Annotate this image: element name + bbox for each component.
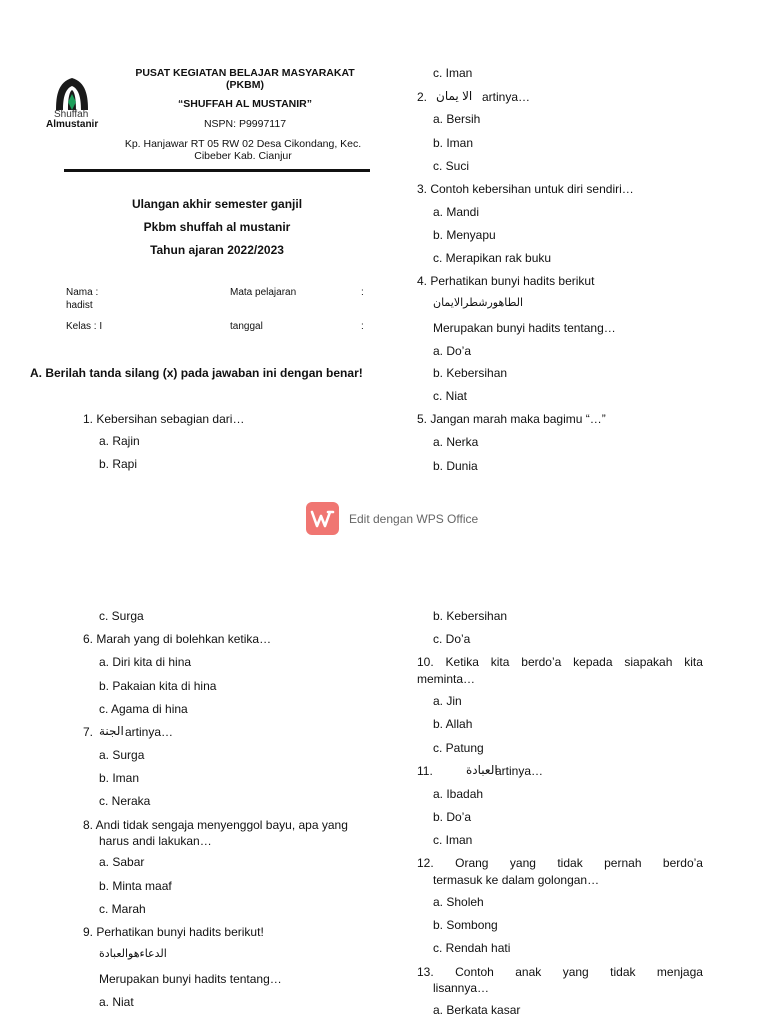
- q11-text: artinya…: [495, 764, 544, 778]
- q8-option-a: a. Sabar: [99, 855, 145, 869]
- q8-option-b: b. Minta maaf: [99, 879, 172, 893]
- q12-option-a: a. Sholeh: [433, 895, 484, 909]
- q7-arabic: الجنة: [99, 724, 124, 738]
- mapel-colon: :: [361, 287, 364, 298]
- q9-option-b: b. Kebersihan: [433, 609, 508, 623]
- q12-word: tidak: [557, 856, 583, 870]
- q13-word: menjaga: [656, 965, 703, 979]
- header-line1: PUSAT KEGIATAN BELAJAR MASYARAKAT: [135, 67, 355, 79]
- q4-option-c: c. Niat: [433, 389, 468, 403]
- q7-option-a: a. Surga: [99, 748, 145, 762]
- q11-number: 11.: [417, 764, 433, 778]
- q12-option-c: c. Rendah hati: [433, 941, 511, 955]
- header-line4: NSPN: P9997117: [203, 118, 287, 130]
- tanggal-label: tanggal: [230, 321, 263, 332]
- header-line3: “SHUFFAH AL MUSTANIR”: [178, 98, 312, 110]
- q10-line1: [417, 655, 703, 669]
- mapel-label: Mata pelajaran: [230, 287, 297, 298]
- q12-word: 12.: [417, 856, 434, 870]
- q2-option-b: b. Iman: [433, 136, 474, 150]
- q3-option-b: b. Menyapu: [433, 228, 496, 242]
- q6-option-b: b. Pakaian kita di hina: [99, 679, 217, 693]
- q1-option-b: b. Rapi: [99, 457, 138, 471]
- q10-word: kita: [684, 655, 703, 669]
- q12-line2: termasuk ke dalam golongan…: [433, 873, 600, 887]
- q9-option-a: a. Niat: [99, 995, 134, 1009]
- exam-title-3: Tahun ajaran 2022/2023: [150, 243, 284, 257]
- q9-option-c: c. Do’a: [433, 632, 471, 646]
- q5-option-b: b. Dunia: [433, 459, 478, 473]
- q4: 4. Perhatikan bunyi hadits berikut: [417, 274, 595, 288]
- q10-word: kita: [490, 655, 510, 669]
- q10-line2: meminta…: [417, 672, 476, 686]
- q13-word: Contoh: [455, 965, 494, 979]
- q9: 9. Perhatikan bunyi hadits berikut!: [83, 925, 264, 939]
- logo-text-top: Shuffah: [54, 109, 89, 120]
- q3-option-a: a. Mandi: [433, 205, 480, 219]
- q12-word: berdo’a: [662, 856, 703, 870]
- q8-option-c: c. Marah: [99, 902, 146, 916]
- q4-subtext: Merupakan bunyi hadits tentang…: [433, 321, 616, 335]
- instruction: A. Berilah tanda silang (x) pada jawaban ini dengan benar!: [30, 366, 363, 380]
- wps-edit-banner[interactable]: [306, 502, 478, 535]
- hadist-label: hadist: [66, 300, 93, 311]
- q11-option-b: b. Do’a: [433, 810, 472, 824]
- q13-option-a: a. Berkata kasar: [433, 1003, 521, 1017]
- exam-title-1: Ulangan akhir semester ganjil: [131, 197, 303, 211]
- q10-word: 10.: [417, 655, 434, 669]
- q2-option-a: a. Bersih: [433, 112, 481, 126]
- q1-option-a: a. Rajin: [99, 434, 140, 448]
- q10-word: kepada: [573, 655, 613, 669]
- q2-arabic: الا يمان: [436, 89, 473, 103]
- q4-option-b: b. Kebersihan: [433, 366, 508, 380]
- q7-option-c: c. Neraka: [99, 794, 151, 808]
- q5: 5. Jangan marah maka bagimu “…”: [417, 412, 606, 426]
- nama-label: Nama :: [66, 287, 99, 298]
- q4-arabic: الطاهورشطرالايمان: [433, 297, 524, 309]
- header-line6: Cibeber Kab. Cianjur: [194, 150, 292, 162]
- q12-word: pernah: [604, 856, 642, 870]
- q10-word: siapakah: [624, 655, 673, 669]
- q2-text: artinya…: [482, 90, 531, 104]
- q5-option-a: a. Nerka: [433, 435, 479, 449]
- q4-option-a: a. Do’a: [433, 344, 472, 358]
- q13-line2: lisannya…: [433, 981, 490, 995]
- q11-arabic: العبادة: [466, 763, 498, 777]
- header-divider: [64, 169, 370, 172]
- q10-option-a: a. Jin: [433, 694, 462, 708]
- q2-option-c: c. Suci: [433, 159, 470, 173]
- q12-line1: [417, 856, 703, 870]
- q7-number: 7.: [83, 725, 94, 739]
- q13-line1: [417, 965, 703, 979]
- wps-logo-icon: [306, 502, 339, 535]
- q3-option-c: c. Merapikan rak buku: [433, 251, 552, 265]
- header-line5: Kp. Hanjawar RT 05 RW 02 Desa Cikondang, Kec.: [124, 138, 362, 150]
- q12-option-b: b. Sombong: [433, 918, 498, 932]
- q10-word: berdo’a: [521, 655, 562, 669]
- q7-text: artinya…: [125, 725, 174, 739]
- mosque-arch-icon: [44, 76, 100, 112]
- q5-option-c: c. Surga: [99, 609, 144, 623]
- q1: 1. Kebersihan sebagian dari…: [83, 412, 245, 426]
- q3: 3. Contoh kebersihan untuk diri sendiri…: [417, 182, 634, 196]
- q13-word: tidak: [610, 965, 636, 979]
- q13-word: yang: [562, 965, 589, 979]
- q11-option-a: a. Ibadah: [433, 787, 484, 801]
- q8-line2: harus andi lakukan…: [99, 834, 212, 848]
- q12-word: Orang: [455, 856, 489, 870]
- logo-text-bottom: Almustanir: [46, 119, 99, 130]
- q10-word: Ketika: [445, 655, 479, 669]
- q13-word: 13.: [417, 965, 434, 979]
- q10-option-c: c. Patung: [433, 741, 484, 755]
- tanggal-colon: :: [361, 321, 364, 332]
- q13-word: anak: [515, 965, 542, 979]
- q7-option-b: b. Iman: [99, 771, 140, 785]
- kelas-label: Kelas : I: [66, 321, 103, 332]
- q9-subtext: Merupakan bunyi hadits tentang…: [99, 972, 282, 986]
- q6-option-a: a. Diri kita di hina: [99, 655, 192, 669]
- q6: 6. Marah yang di bolehkan ketika…: [83, 632, 272, 646]
- q12-word: yang: [509, 856, 536, 870]
- exam-title-2: Pkbm shuffah al mustanir: [143, 220, 291, 234]
- q10-option-b: b. Allah: [433, 717, 473, 731]
- q2-number: 2.: [417, 90, 428, 104]
- wps-edit-label: Edit dengan WPS Office: [349, 511, 479, 526]
- q6-option-c: c. Agama di hina: [99, 702, 188, 716]
- q1-option-c: c. Iman: [433, 66, 473, 80]
- q9-arabic: الدعاءهوالعبادة: [99, 948, 167, 960]
- q8-line1: 8. Andi tidak sengaja menyenggol bayu, apa yang: [83, 818, 348, 832]
- header-line2: (PKBM): [226, 79, 264, 91]
- q11-option-c: c. Iman: [433, 833, 473, 847]
